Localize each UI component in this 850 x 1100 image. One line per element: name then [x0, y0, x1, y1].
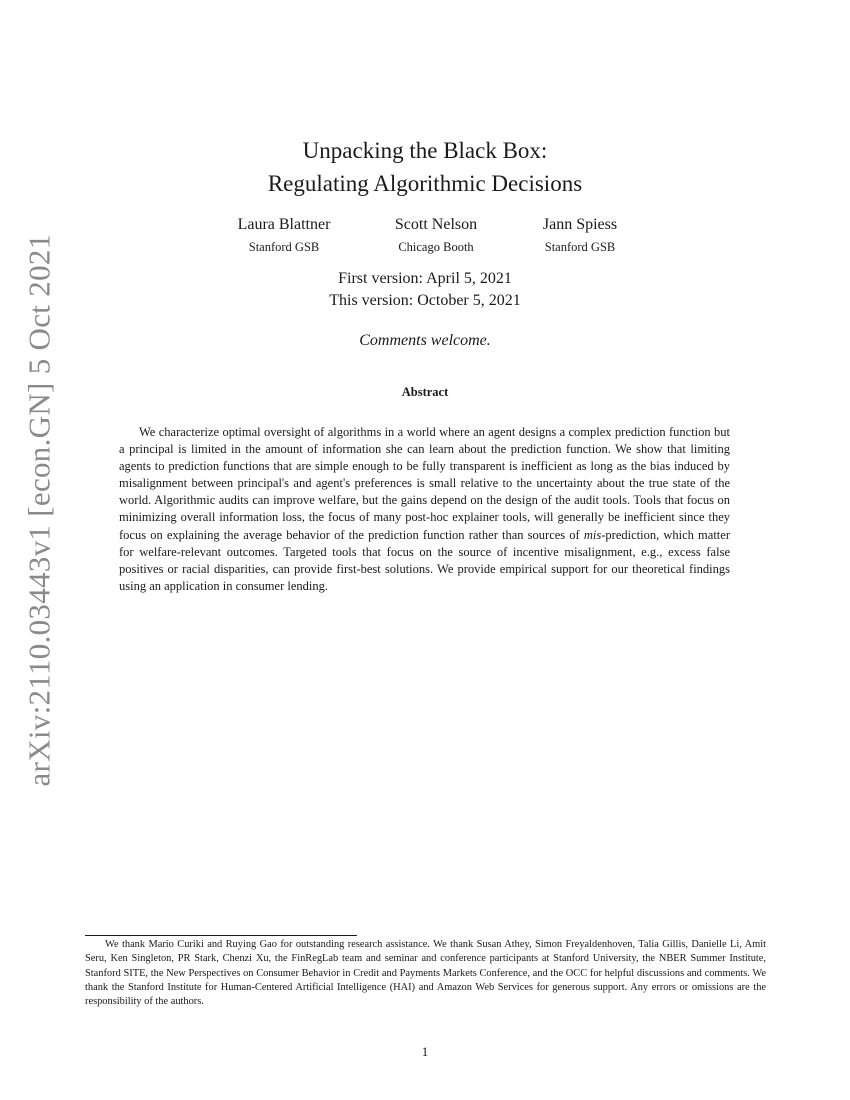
- author-affiliation: Stanford GSB: [248, 240, 320, 254]
- arxiv-identifier-text: arXiv:2110.03443v1 [econ.GN] 5 Oct 2021: [21, 233, 57, 787]
- author-block: [214, 214, 354, 258]
- current-version-date: This version: October 5, 2021: [329, 292, 521, 309]
- abstract-text-part-1: We characterize optimal oversight of algorithms in a world where an agent designs a complex prediction function but a principal is limited in the amount of information she can learn about the prediction function. We show that limiting agents to prediction functions that are simple enough to be fully transparent is inefficient as long as the bias induced by misalignment between principal's and agent's preferences is small relative to the uncertainty about the true state of the world. Algorithmic audits can improve welfare, but the gains depend on the design of the audit tools. Tools that focus on minimizing overall information loss, the focus of many post-hoc explainer tools, will generally be inefficient since they focus on explaining the average behavior of the prediction function rather than sources of: [119, 425, 730, 542]
- abstract-text-part-2: -prediction, which matter for welfare-relevant outcomes. Targeted tools that focus on the source of incentive misalignment, e.g., excess false positives or racial disparities, can provide first-best solutions. We provide empirical support for our theoretical findings using an application in consumer lending.: [119, 527, 730, 593]
- author-block: [366, 214, 506, 258]
- comments-note: Comments welcome.: [359, 332, 491, 349]
- author-name: Laura Blattner: [237, 216, 331, 233]
- author-name: Scott Nelson: [394, 216, 478, 233]
- author-affiliation: Chicago Booth: [398, 240, 474, 254]
- page-number: 1: [421, 1044, 429, 1059]
- first-version-date: First version: April 5, 2021: [338, 270, 512, 287]
- acknowledgements-footnote: We thank Mario Curiki and Ruying Gao for outstanding research assistance. We thank Susan Athey, Simon Freyaldenhoven, Talia Gillis, Danielle Li, Amit Seru, Ken Singleton, PR Stark, Chenzi Xu, the FinRegLab team and seminar and conference participants at Stanford University, the NBER Summer Institute, Stanford SITE, the New Perspectives on Consumer Behavior in Credit and Payments Markets Conference, and the OCC for helpful discussions and comments. We thank the Stanford Institute for Human-Centered Artificial Intelligence (HAI) and Amazon Web Services for generous support. Any errors or omissions are the responsibility of the authors.: [85, 939, 766, 1008]
- paper-title: [0, 134, 850, 200]
- author-block: [510, 214, 650, 258]
- abstract-emphasis: mis: [583, 527, 602, 542]
- version-dates: [0, 268, 850, 312]
- abstract-heading: Abstract: [401, 385, 449, 399]
- author-affiliation: Stanford GSB: [544, 240, 616, 254]
- footnote-divider: [85, 935, 357, 936]
- paper-title-line-1: Unpacking the Black Box:: [302, 138, 548, 163]
- author-name: Jann Spiess: [542, 216, 618, 233]
- abstract-body: [119, 424, 730, 595]
- paper-title-line-2: Regulating Algorithmic Decisions: [267, 171, 583, 196]
